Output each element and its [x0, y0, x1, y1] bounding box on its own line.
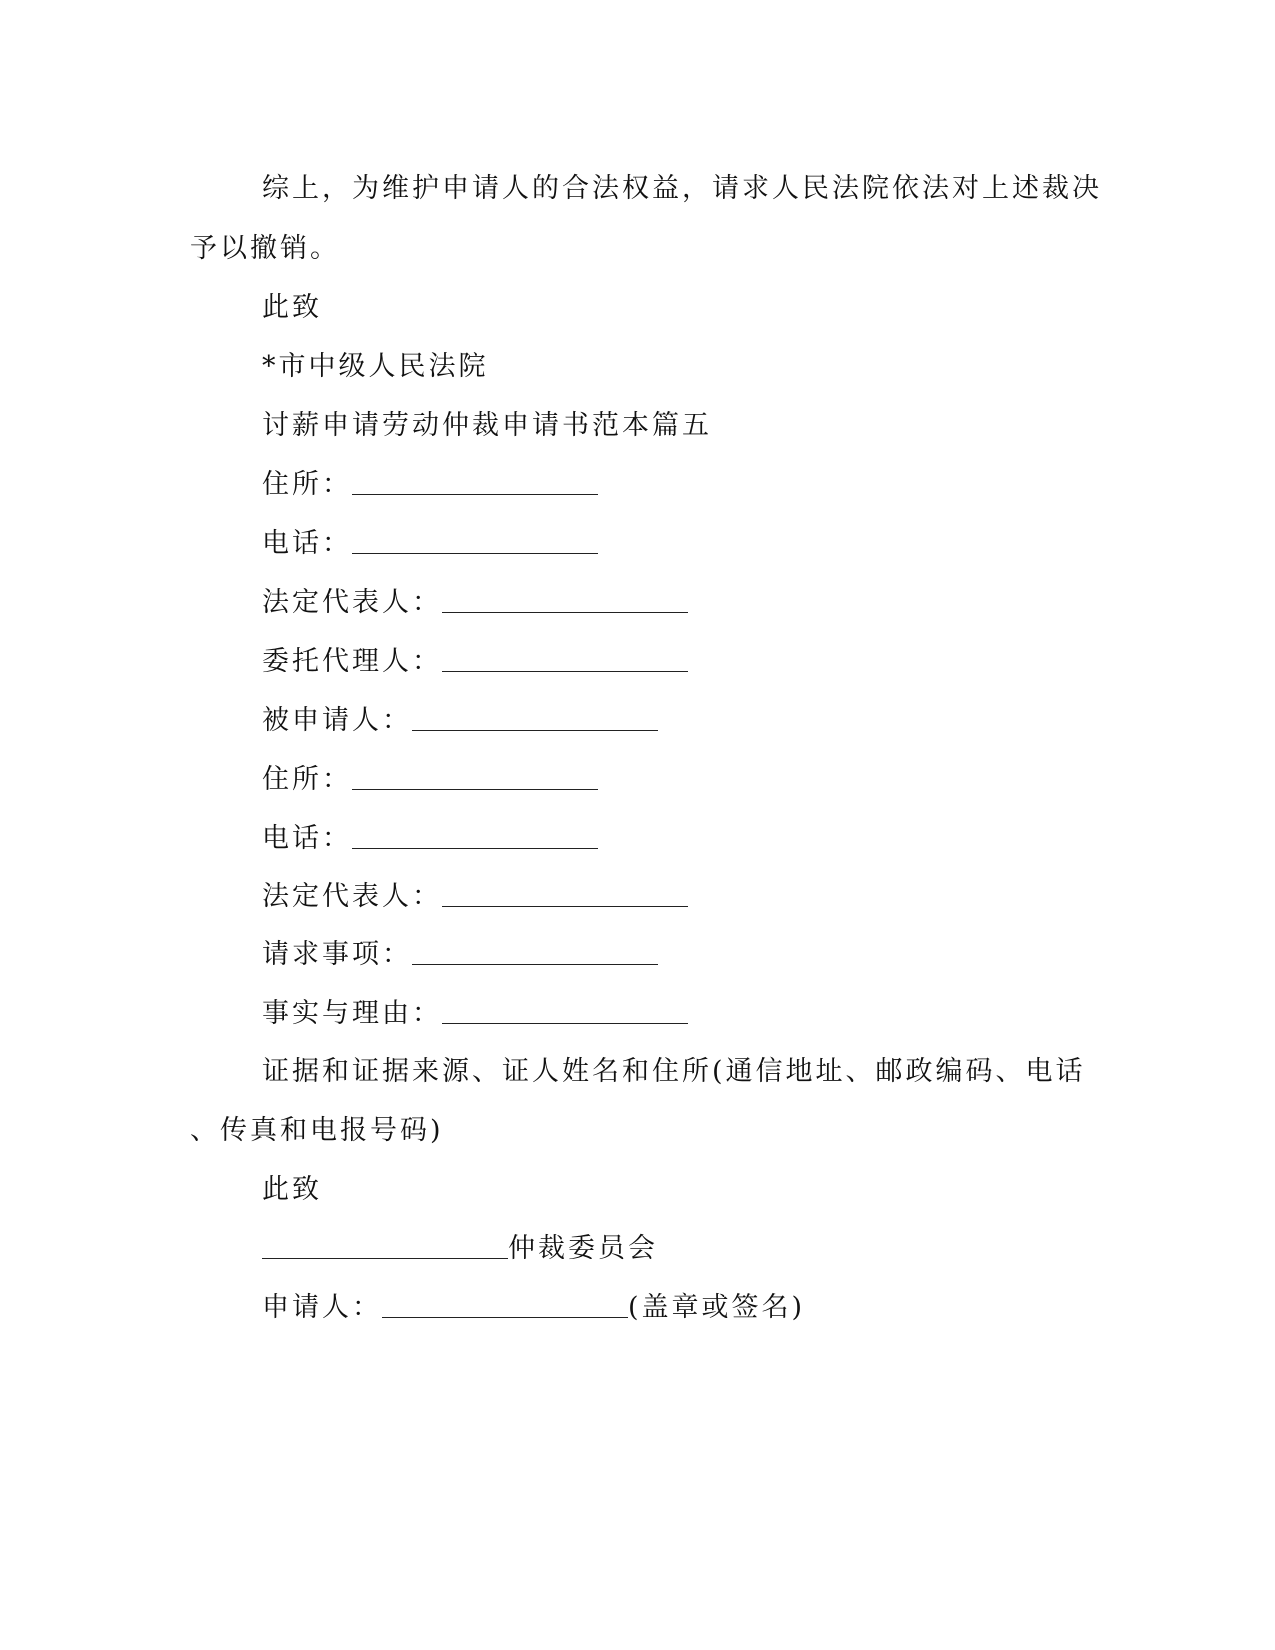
- field-label: 请求事项：: [262, 939, 412, 970]
- field-phone-2: [262, 819, 598, 859]
- field-label: 法定代表人：: [262, 881, 442, 912]
- signature-note: (盖章或签名): [628, 1292, 806, 1323]
- fill-in-blank: [442, 999, 688, 1024]
- fill-in-blank: [412, 940, 658, 965]
- field-label: 法定代表人：: [262, 587, 442, 618]
- section-title: 讨薪申请劳动仲裁申请书范本篇五: [262, 410, 712, 441]
- evidence-line-2: 、传真和电报号码): [190, 1115, 444, 1146]
- conclusion-line-1: 综上，为维护申请人的合法权益，请求人民法院依法对上述裁决: [262, 173, 1102, 204]
- addressee-court: *市中级人民法院: [262, 351, 489, 382]
- field-label: 电话：: [262, 528, 352, 559]
- committee-label: 仲裁委员会: [508, 1233, 658, 1264]
- applicant-signature-line: [262, 1288, 805, 1328]
- field-label: 委托代理人：: [262, 646, 442, 677]
- field-label: 电话：: [262, 823, 352, 854]
- applicant-label: 申请人：: [262, 1292, 382, 1323]
- field-legal-rep-2: [262, 877, 688, 917]
- fill-in-blank: [442, 647, 688, 672]
- fill-in-blank: [412, 706, 658, 731]
- field-legal-rep-1: [262, 583, 688, 623]
- field-residence-2: [262, 760, 598, 800]
- fill-in-blank: [382, 1293, 628, 1318]
- salutation-2: 此致: [262, 1174, 322, 1205]
- field-agent: [262, 642, 688, 682]
- fill-in-blank: [442, 882, 688, 907]
- fill-in-blank: [262, 1234, 508, 1259]
- field-respondent: [262, 701, 658, 741]
- field-label: 被申请人：: [262, 705, 412, 736]
- fill-in-blank: [352, 765, 598, 790]
- field-phone-1: [262, 524, 598, 564]
- fill-in-blank: [352, 470, 598, 495]
- conclusion-line-2: 予以撤销。: [190, 233, 340, 264]
- fill-in-blank: [442, 588, 688, 613]
- field-residence-1: [262, 465, 598, 505]
- field-label: 住所：: [262, 764, 352, 795]
- field-label: 事实与理由：: [262, 998, 442, 1029]
- field-label: 住所：: [262, 469, 352, 500]
- field-claims: [262, 935, 658, 975]
- committee-line: [262, 1229, 658, 1269]
- evidence-line-1: 证据和证据来源、证人姓名和住所(通信地址、邮政编码、电话: [262, 1056, 1086, 1087]
- field-facts-reasons: [262, 994, 688, 1034]
- fill-in-blank: [352, 824, 598, 849]
- fill-in-blank: [352, 529, 598, 554]
- salutation-1: 此致: [262, 292, 322, 323]
